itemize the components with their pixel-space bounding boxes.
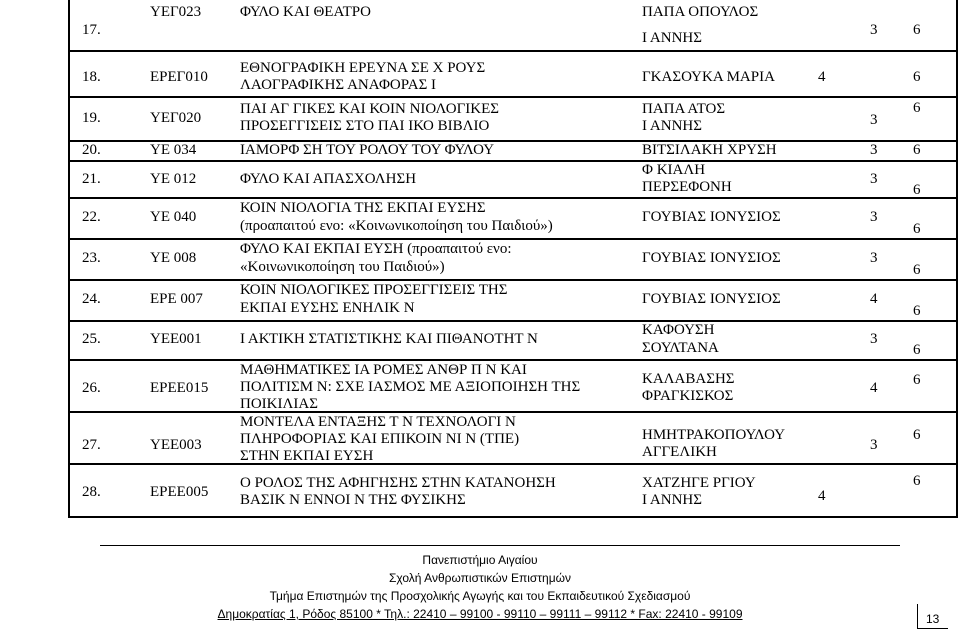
footer-university: Πανεπιστήμιο Αιγαίου (422, 553, 538, 567)
ects-value: 6 (913, 221, 921, 237)
ects-value: 6 (913, 22, 921, 38)
course-code: ΥΕΓ020 (150, 110, 202, 126)
instructor-line: ΚΑΛΑΒΑΣΗΣ (642, 371, 735, 387)
course-code: ΥΕΕ001 (150, 331, 202, 347)
row-divider (68, 320, 958, 322)
row-divider (68, 50, 958, 52)
row-divider (68, 197, 958, 199)
instructor-line: ΓΟΥΒΙΑΣ ΙΟΝΥΣΙΟΣ (642, 250, 781, 266)
footer-rule (100, 545, 900, 546)
table-left-border (68, 0, 70, 518)
page-number: 13 (926, 612, 940, 626)
row-number: 21. (82, 171, 101, 187)
credits-value: 3 (870, 209, 878, 225)
row-number: 22. (82, 209, 101, 225)
row-divider (68, 359, 958, 361)
course-title-line: ΠΛΗΡΟΦΟΡΙΑΣ ΚΑΙ ΕΠΙΚΟΙΝ ΝΙ Ν (ΤΠΕ) (240, 431, 520, 447)
row-number: 26. (82, 380, 101, 396)
course-title-line: ΕΚΠΑΙ ΕΥΣΗΣ ΕΝΗΛΙΚ Ν (240, 300, 415, 316)
course-title-line: «Κοινωνικοποίηση του Παιδιού») (240, 259, 445, 275)
row-divider (68, 140, 958, 142)
instructor-line: ΒΙΤΣΙΛΑΚΗ ΧΡΥΣΗ (642, 142, 777, 158)
row-divider (68, 411, 958, 413)
ects-value: 6 (913, 142, 921, 158)
credits-value: 3 (870, 142, 878, 158)
course-code: ΕΡΕΕ015 (150, 380, 209, 396)
course-title-line: ΣΤΗΝ ΕΚΠΑΙ ΕΥΣΗ (240, 448, 374, 464)
row-number: 18. (82, 69, 101, 85)
row-number: 24. (82, 291, 101, 307)
row-number: 20. (82, 142, 101, 158)
row-number: 28. (82, 484, 101, 500)
course-code: ΥΕΕ003 (150, 437, 202, 453)
course-title-line: Ο ΡΟΛΟΣ ΤΗΣ ΑΦΗΓΗΣΗΣ ΣΤΗΝ ΚΑΤΑΝΟΗΣΗ (240, 475, 556, 491)
instructor-line: ΧΑΤΖΗΓΕ ΡΓΙΟΥ (642, 475, 756, 491)
row-number: 23. (82, 250, 101, 266)
credits-value: 4 (870, 291, 878, 307)
course-title-line: ΜΑΘΗΜΑΤΙΚΕΣ ΙΑ ΡΟΜΕΣ ΑΝΘΡ Π Ν ΚΑΙ (240, 362, 527, 378)
course-title-line: ΕΘΝΟΓΡΑΦΙΚΗ ΕΡΕΥΝΑ ΣΕ Χ ΡΟΥΣ (240, 60, 486, 76)
instructor-line: Ι ΑΝΝΗΣ (642, 118, 702, 134)
course-code: ΕΡΕΕ005 (150, 484, 209, 500)
row-divider (68, 238, 958, 240)
credits-value: 4 (870, 380, 878, 396)
credits-value: 3 (870, 112, 878, 128)
table-bottom-border (68, 516, 958, 518)
course-title-line: ΦΥΛΟ ΚΑΙ ΕΚΠΑΙ ΕΥΣΗ (προαπαιτού ενο: (240, 241, 512, 257)
credits-value: 3 (870, 331, 878, 347)
ects-value: 6 (913, 372, 921, 388)
ects-value: 6 (913, 182, 921, 198)
instructor-line: ΚΑΦΟΥΣΗ (642, 322, 715, 338)
ects-value: 6 (913, 69, 921, 85)
row-number: 25. (82, 331, 101, 347)
instructor-line: Ι ΑΝΝΗΣ (642, 492, 702, 508)
instructor-line: ΗΜΗΤΡΑΚΟΠΟΥΛΟΥ (642, 427, 786, 443)
instructor-line: ΠΑΠΑ ΟΠΟΥΛΟΣ (642, 4, 759, 20)
course-code: ΥΕ 034 (150, 142, 197, 158)
row-divider (68, 463, 958, 465)
ects-value: 6 (913, 303, 921, 319)
instructor-line: ΓΟΥΒΙΑΣ ΙΟΝΥΣΙΟΣ (642, 209, 781, 225)
course-title-line: Ι ΑΚΤΙΚΗ ΣΤΑΤΙΣΤΙΚΗΣ ΚΑΙ ΠΙΘΑΝΟΤΗΤ Ν (240, 331, 538, 347)
row-divider (68, 160, 958, 162)
row-number: 19. (82, 110, 101, 126)
course-code: ΥΕΓ023 (150, 4, 202, 20)
footer-department: Τμήμα Επιστημών της Προσχολικής Αγωγής και του Εκπαιδευτικού Σχεδιασμού (269, 589, 691, 603)
course-code: ΥΕ 008 (150, 250, 197, 266)
credits-value: 4 (818, 69, 826, 85)
credits-value: 3 (870, 22, 878, 38)
course-code: ΕΡΕ 007 (150, 291, 203, 307)
course-title-line: ΜΟΝΤΕΛΑ ΕΝΤΑΞΗΣ Τ Ν ΤΕΧΝΟΛΟΓΙ Ν (240, 414, 516, 430)
instructor-line: ΓΚΑΣΟΥΚΑ ΜΑΡΙΑ (642, 69, 775, 85)
row-divider (68, 96, 958, 98)
course-title-line: ΦΥΛΟ ΚΑΙ ΑΠΑΣΧΟΛΗΣΗ (240, 171, 417, 187)
course-title-line: ΠΡΟΣΕΓΓΙΣΕΙΣ ΣΤΟ ΠΑΙ ΙΚΟ ΒΙΒΛΙΟ (240, 118, 490, 134)
course-title-line: ΚΟΙΝ ΝΙΟΛΟΓΙΚΕΣ ΠΡΟΣΕΓΓΙΣΕΙΣ ΤΗΣ (240, 282, 508, 298)
instructor-line: ΦΡΑΓΚΙΣΚΟΣ (642, 388, 734, 404)
ects-value: 6 (913, 342, 921, 358)
course-code: ΕΡΕΓ010 (150, 69, 208, 85)
instructor-line: Ι ΑΝΝΗΣ (642, 30, 702, 46)
instructor-line: ΣΟΥΛΤΑΝΑ (642, 340, 719, 356)
ects-value: 6 (913, 427, 921, 443)
table-right-border (956, 0, 958, 518)
course-code: ΥΕ 012 (150, 171, 197, 187)
credits-value: 3 (870, 250, 878, 266)
credits-value: 4 (818, 488, 826, 504)
footer-address: Δημοκρατίας 1, Ρόδος 85100 * Τηλ.: 22410 – 99100 - 99110 – 99111 – 99112 * Fax: 22410 - 99109 (217, 607, 743, 621)
ects-value: 6 (913, 262, 921, 278)
row-divider (68, 279, 958, 281)
course-title-line: (προαπαιτού ενο: «Κοινωνικοποίηση του Παιδιού») (240, 218, 553, 234)
course-title-line: ΚΟΙΝ ΝΙΟΛΟΓΙΑ ΤΗΣ ΕΚΠΑΙ ΕΥΣΗΣ (240, 200, 486, 216)
course-title-line: ΙΑΜΟΡΦ ΣΗ ΤΟΥ ΡΟΛΟΥ ΤΟΥ ΦΥΛΟΥ (240, 142, 495, 158)
instructor-line: ΠΕΡΣΕΦΟΝΗ (642, 179, 732, 195)
row-number: 27. (82, 437, 101, 453)
instructor-line: ΓΟΥΒΙΑΣ ΙΟΝΥΣΙΟΣ (642, 291, 781, 307)
credits-value: 3 (870, 437, 878, 453)
course-title-line: ΠΟΙΚΙΛΙΑΣ (240, 396, 318, 412)
instructor-line: ΑΓΓΕΛΙΚΗ (642, 444, 717, 460)
course-title-line: ΠΑΙ ΑΓ ΓΙΚΕΣ ΚΑΙ ΚΟΙΝ ΝΙΟΛΟΓΙΚΕΣ (240, 101, 500, 117)
course-title-line: ΛΑΟΓΡΑΦΙΚΗΣ ΑΝΑΦΟΡΑΣ Ι (240, 77, 437, 93)
instructor-line: ΠΑΠΑ ΑΤΟΣ (642, 101, 726, 117)
ects-value: 6 (913, 473, 921, 489)
page-number-box (917, 604, 948, 629)
course-title-line: ΒΑΣΙΚ Ν ΕΝΝΟΙ Ν ΤΗΣ ΦΥΣΙΚΗΣ (240, 492, 466, 508)
course-code: ΥΕ 040 (150, 209, 197, 225)
footer-school: Σχολή Ανθρωπιστικών Επιστημών (388, 571, 572, 585)
course-title-line: ΦΥΛΟ ΚΑΙ ΘΕΑΤΡΟ (240, 4, 371, 20)
row-number: 17. (82, 22, 101, 38)
ects-value: 6 (913, 100, 921, 116)
course-title-line: ΠΟΛΙΤΙΣΜ Ν: ΣΧΕ ΙΑΣΜΟΣ ΜΕ ΑΞΙΟΠΟΙΗΣΗ ΤΗΣ (240, 379, 581, 395)
instructor-line: Φ ΚΙΑΛΗ (642, 162, 706, 178)
credits-value: 3 (870, 171, 878, 187)
